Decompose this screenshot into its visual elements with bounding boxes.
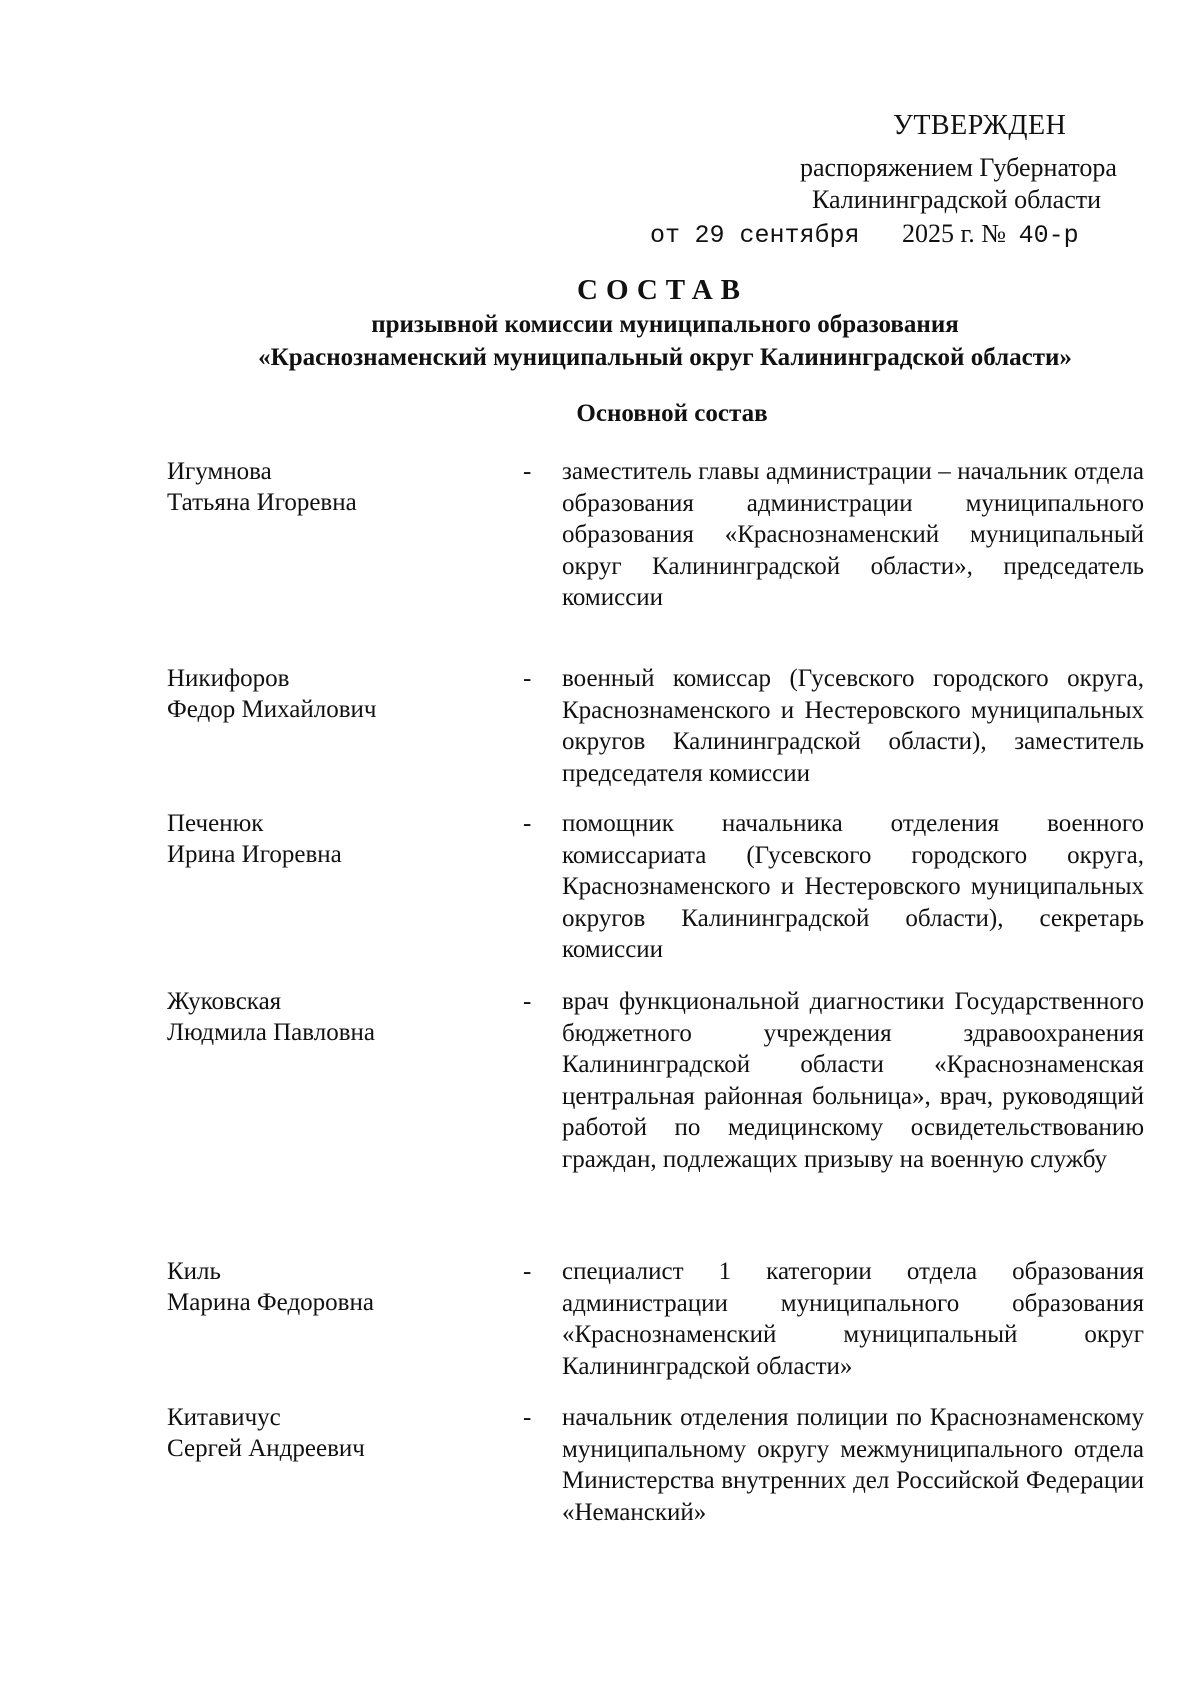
member-dash: - [523, 1404, 532, 1431]
member-name [167, 1402, 507, 1464]
approval-number: 40-р [1018, 221, 1079, 250]
member-surname: Жуковская [167, 988, 282, 1015]
member-dash: - [523, 988, 532, 1015]
member-name [167, 663, 507, 725]
document-subtitle-line2: «Краснознаменский муниципальный округ Калининградской области» [258, 344, 1072, 371]
member-given-names: Федор Михайлович [167, 696, 377, 723]
approved-region: Калининградской области [812, 185, 1102, 214]
approval-date: 29 сентября [694, 221, 860, 250]
member-dash: - [523, 458, 532, 485]
approved-label: УТВЕРЖДЕН [893, 110, 1067, 141]
member-given-names: Татьяна Игоревна [167, 489, 357, 516]
member-surname: Китавичус [167, 1404, 281, 1431]
member-role: военный комиссар (Гусевского городского округа, Краснознаменского и Нестеровского муниципальных округов Калининградской области), заместитель председателя комиссии [562, 665, 1144, 787]
member-name [167, 1256, 507, 1318]
member-surname: Игумнова [167, 458, 272, 485]
date-prefix: от [650, 221, 681, 250]
member-given-names: Людмила Павловна [167, 1019, 375, 1046]
document-header [0, 272, 1200, 374]
member-surname: Печенюк [167, 810, 264, 837]
member-name [167, 456, 507, 518]
approved-by-order: распоряжением Губернатора [800, 153, 1117, 182]
member-role: врач функциональной диагностики Государственного бюджетного учреждения здравоохранения Калининградской области «Краснознаменская центральная районная больница», врач, руководящий работой по медицинскому освидетельствованию граждан, подлежащих призыву на военную службу [562, 988, 1144, 1173]
document-subtitle-line1: призывной комиссии муниципального образования [371, 311, 959, 338]
member-dash: - [523, 810, 532, 837]
member-surname: Киль [167, 1258, 221, 1285]
member-name [167, 808, 507, 870]
member-role: помощник начальника отделения военного комиссариата (Гусевского городского округа, Краснознаменского и Нестеровского муниципальных округов Калининградской области), секретарь комиссии [562, 810, 1144, 963]
member-dash: - [523, 1258, 532, 1285]
member-role: начальник отделения полиции по Краснознаменскому муниципальному округу межмуниципального отдела Министерства внутренних дел Российской Федерации «Неманский» [562, 1404, 1144, 1526]
member-role: специалист 1 категории отдела образования администрации муниципального образования «Краснознаменский муниципальный округ Калининградской области» [562, 1258, 1144, 1380]
member-surname: Никифоров [167, 665, 290, 692]
member-given-names: Марина Федоровна [167, 1289, 374, 1316]
document-title: СОСТАВ [577, 274, 748, 306]
member-role: заместитель главы администрации – начальник отдела образования администрации муниципального образования «Краснознаменский муниципальный округ Калининградской области», председатель комиссии [562, 458, 1144, 611]
approval-year: 2025 г. № [902, 219, 1007, 248]
member-name [167, 986, 507, 1048]
member-given-names: Ирина Игоревна [167, 841, 342, 868]
member-given-names: Сергей Андреевич [167, 1435, 365, 1462]
section-title: Основной состав [576, 400, 768, 427]
approval-date-line [650, 218, 1079, 252]
member-dash: - [523, 665, 532, 692]
